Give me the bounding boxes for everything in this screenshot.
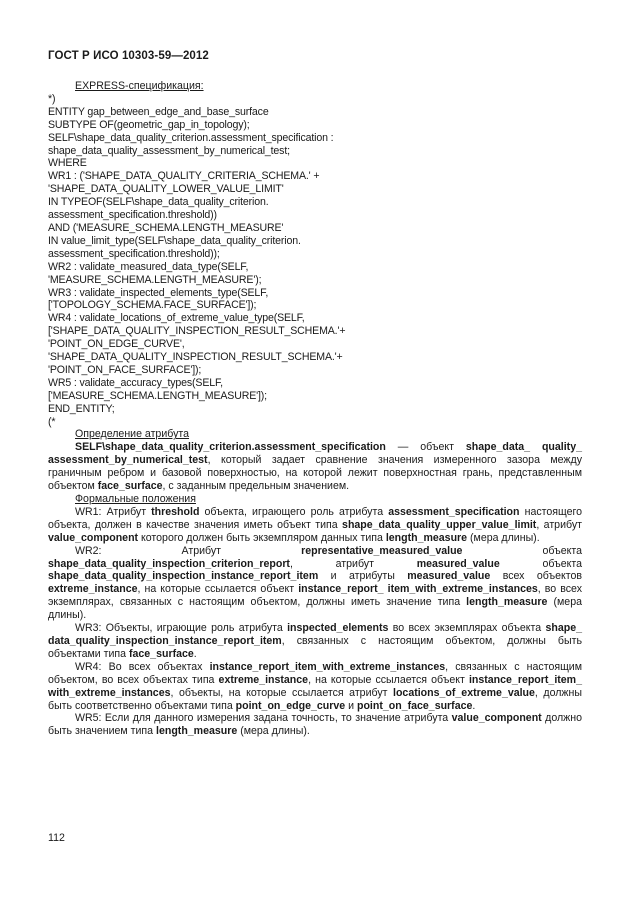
term: shape_ data_quality_inspection_instance_report_item [48,622,582,647]
text: . [193,647,197,660]
code-line: END_ENTITY; [48,402,115,415]
text: , во всех экземплярах, связанных с настоящим объектом, должны иметь значение типа [48,583,582,609]
term: shape_data_ quality_ assessment_by_numerical_test [48,441,582,467]
code-line: shape_data_quality_assessment_by_numerical_test; [48,144,290,157]
term: point_on_edge_curve [235,699,346,712]
text: , на которые ссылается объект [308,673,469,686]
attribute-heading: Определение атрибута [75,428,190,441]
rule-wr2 [48,545,582,622]
attribute-definition [48,441,582,493]
code-line: ['SHAPE_DATA_QUALITY_INSPECTION_RESULT_SCHEMA.'+ [48,325,346,338]
page-content [48,80,582,738]
code-line: assessment_specification.threshold)) [48,209,217,222]
term: point_on_face_surface [356,699,473,712]
text: (мера длины). [48,596,582,622]
text: WR5: Если для данного измерения задана точность, то значение атрибута [75,712,452,725]
code-line: WR4 : validate_locations_of_extreme_value_type(SELF, [48,312,305,325]
code-line: (* [48,415,56,428]
term: length_measure [385,531,468,544]
term: shape_data_quality_inspection_criterion_report [48,557,290,570]
code-line: 'SHAPE_DATA_QUALITY_INSPECTION_RESULT_SCHEMA.'+ [48,351,343,364]
term: measured_value [416,557,500,570]
text: , на которые ссылается объект [137,583,299,596]
code-line: ['TOPOLOGY_SCHEMA.FACE_SURFACE']); [48,299,257,312]
code-line: 'POINT_ON_EDGE_CURVE', [48,338,185,351]
express-heading: EXPRESS-спецификация: [75,80,204,92]
text: WR2: Атрибут [75,544,302,557]
code-line: ENTITY gap_between_edge_and_base_surface [48,105,269,118]
text: WR4: Во всех объектах [75,660,210,673]
text: во всех экземплярах объекта [388,622,546,635]
code-line: 'POINT_ON_FACE_SURFACE']); [48,363,202,376]
code-line: assessment_specification.threshold)); [48,247,220,260]
term: instance_report_ item_with_extreme_instances [298,583,538,596]
text: , который задает сравнение значения измеренного зазора между граничным ребром и базовой поверхностью, на которой лежит поверхностная грань, представленным объектом [48,454,582,493]
term: face_surface [128,647,194,660]
text: настоящего объекта, должен в качестве значения иметь объект типа [48,505,583,531]
text: , атрибут [289,557,417,570]
text: — объект [385,441,466,454]
code-line: IN value_limit_type(SELF\shape_data_quality_criterion. [48,234,301,247]
code-line: WR2 : validate_measured_data_type(SELF, [48,260,249,273]
text: , должны быть соответственно объектами типа [48,686,582,712]
term: representative_measured_value [301,544,463,557]
text: (мера длины). [237,725,310,738]
text: всех объектов [490,570,582,583]
text: и атрибуты [318,570,408,583]
text: WR3: Объекты, играющие роль атрибута [75,622,288,635]
text: , связанных с настоящим объектом, должны быть объектами типа [48,634,582,660]
rule-wr5 [48,712,582,738]
text: объекта [499,557,582,570]
term: value_component [451,712,542,725]
text: , связанных с настоящим объектом, во всех объектах типа [48,660,582,686]
text: , с заданным предельным значением. [162,480,350,493]
text: должно быть значением типа [48,712,582,738]
term: inspected_elements [287,622,389,635]
rule-wr4 [48,661,582,713]
code-line: IN TYPEOF(SELF\shape_data_quality_criterion. [48,196,269,209]
attribute-term: SELF\shape_data_quality_criterion.assessment_specification [75,441,386,454]
text: (мера длины). [467,531,540,544]
code-line: WR5 : validate_accuracy_types(SELF, [48,376,223,389]
code-line: WHERE [48,157,87,170]
code-line: 'SHAPE_DATA_QUALITY_LOWER_VALUE_LIMIT' [48,183,284,196]
code-line: 'MEASURE_SCHEMA.LENGTH_MEASURE'); [48,273,262,286]
code-line: *) [48,92,56,105]
express-code-block [48,93,582,429]
text: , атрибут [536,518,582,531]
code-line: SUBTYPE OF(geometric_gap_in_topology); [48,118,250,131]
page-number: 112 [48,832,65,844]
text: . [472,699,476,712]
term: extreme_instance [48,583,138,596]
term: locations_of_extreme_value [393,686,535,699]
term: measured_value [407,570,491,583]
rule-wr3 [48,622,582,661]
term: assessment_specification [388,505,520,518]
term: instance_report_item_ with_extreme_instances [48,673,582,699]
code-line: SELF\shape_data_quality_criterion.assessment_specification : [48,131,334,144]
code-line: AND ('MEASURE_SCHEMA.LENGTH_MEASURE' [48,221,284,234]
rule-wr1 [48,506,582,545]
term: extreme_instance [218,673,309,686]
term: value_component [48,531,139,544]
code-line: WR3 : validate_inspected_elements_type(SELF, [48,286,269,299]
term: face_surface [97,480,163,493]
rules-heading: Формальные положения [75,493,196,505]
text: объекта, играющего роль атрибута [199,505,389,518]
term: instance_report_item_with_extreme_instances [209,660,446,673]
term: threshold [151,505,200,518]
document-header: ГОСТ Р ИСО 10303-59—2012 [48,50,209,62]
term: length_measure [156,725,238,738]
term: shape_data_quality_inspection_instance_report_item [48,570,319,583]
text: WR1: Атрибут [75,505,152,518]
text: , объекты, на которые ссылается атрибут [170,686,394,699]
term: shape_data_quality_upper_value_limit [342,518,537,531]
code-line: ['MEASURE_SCHEMA.LENGTH_MEASURE']); [48,389,267,402]
code-line: WR1 : ('SHAPE_DATA_QUALITY_CRITERIA_SCHEMA.' + [48,170,320,183]
text: объекта [462,544,582,557]
text: и [345,699,357,712]
term: length_measure [466,596,548,609]
text: которого должен быть экземпляром данных типа [138,531,386,544]
